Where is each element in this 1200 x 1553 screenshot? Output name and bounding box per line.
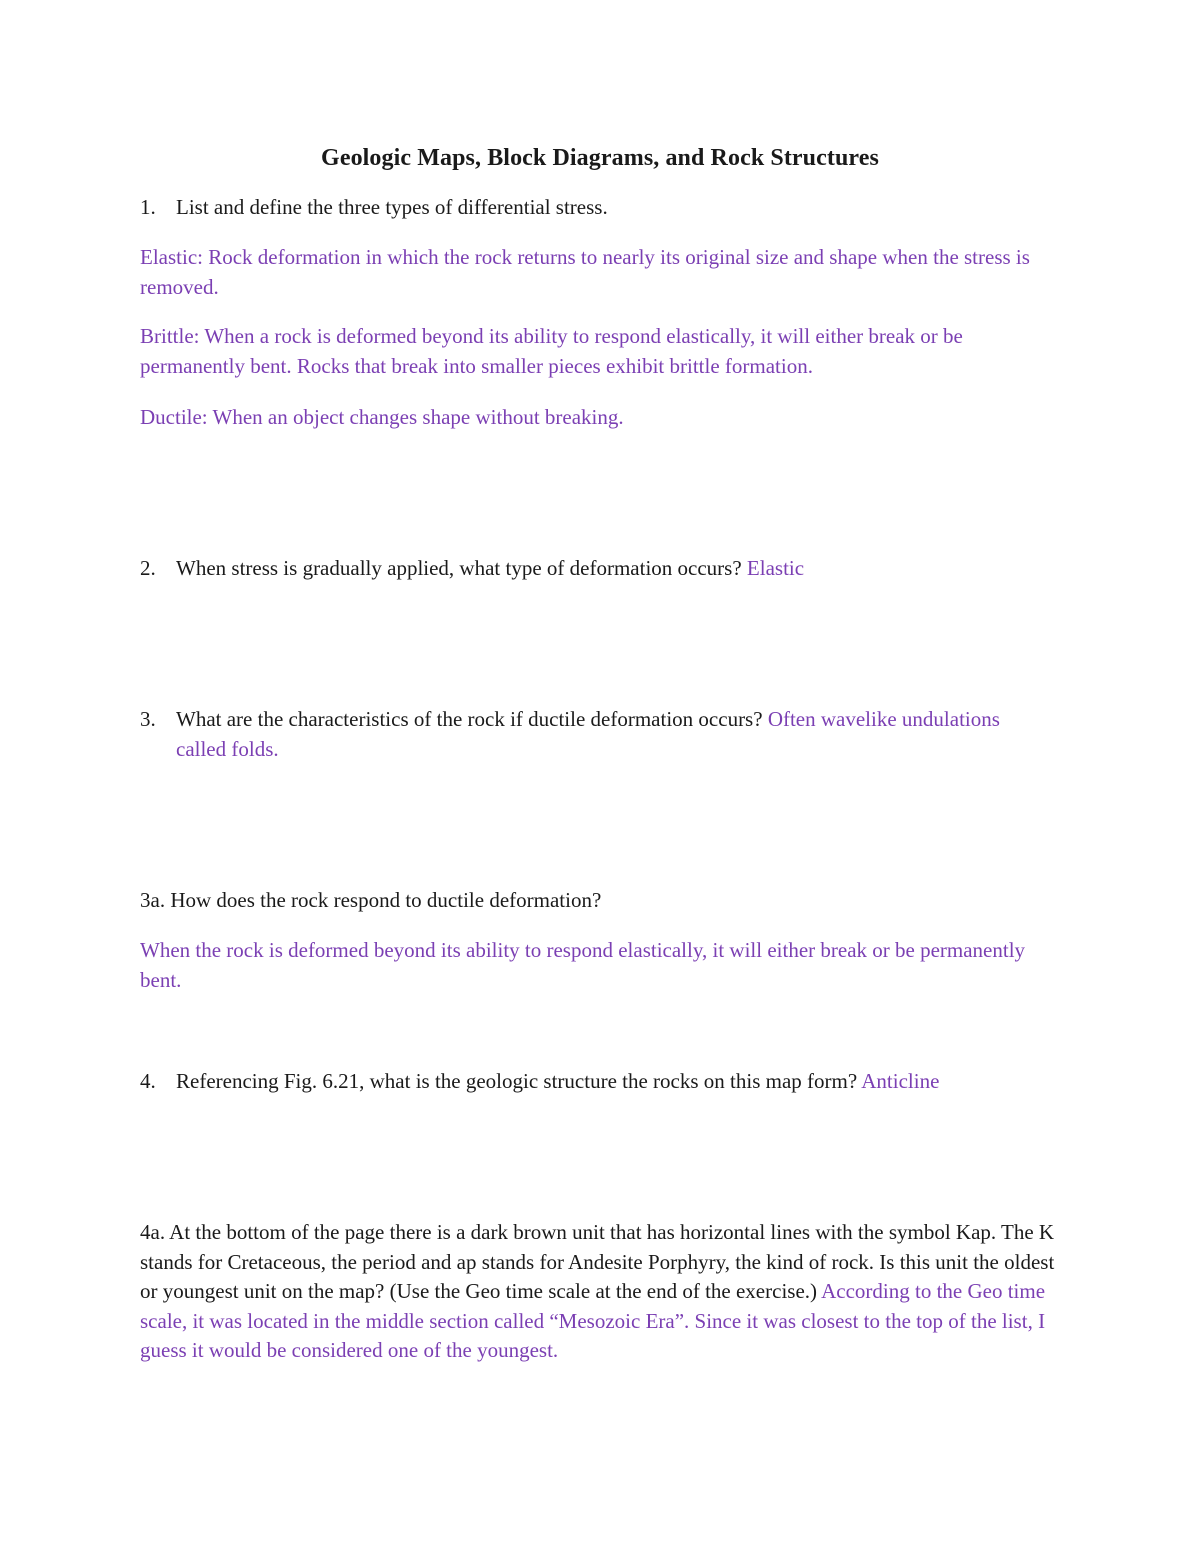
question-1-number: 1. [140,195,156,219]
question-4-body [176,1067,1070,1097]
question-1 [140,193,1070,223]
question-3-body [176,705,1026,764]
question-3 [140,705,1070,764]
answer-3a: When the rock is deformed beyond its ability to respond elastically, it will either break or be permanently bent. [140,938,1026,992]
answer-2: Elastic [746,556,805,580]
answer-4: Anticline [861,1069,940,1093]
question-4-text: Referencing Fig. 6.21, what is the geologic structure the rocks on this map form? [176,1069,862,1093]
answer-3: Often wavelike undulations called folds. [176,707,1000,761]
question-4 [140,1067,1070,1097]
question-3-text: What are the characteristics of the rock if ductile deformation occurs? [176,707,768,731]
page-title: Geologic Maps, Block Diagrams, and Rock Structures [321,145,879,171]
question-1-text: List and define the three types of differential stress. [176,195,608,219]
question-2-text: When stress is gradually applied, what type of deformation occurs? [176,556,747,580]
answer-4a: According to the Geo time scale, it was located in the middle section called “Mesozoic Era”. Since it was closest to the top of the list, I guess it would be considered one of the youngest. [140,1279,1046,1362]
question-4a-text: 4a. At the bottom of the page there is a dark brown unit that has horizontal lines with the symbol Kap. The K stands for Cretaceous, the period and ap stands for Andesite Porphyry, the kind of rock. Is this unit the oldest or youngest unit on the map? (Use the Geo time scale at the end of the exercise.) [140,1220,1055,1303]
question-4a [140,1218,1070,1366]
question-2-body [176,554,1070,584]
question-4-number: 4. [140,1069,156,1093]
question-3-number: 3. [140,707,156,731]
answer-1-brittle: Brittle: When a rock is deformed beyond its ability to respond elastically, it will either break or be permanently bent. Rocks that break into smaller pieces exhibit brittle formation. [140,324,963,378]
answer-1-elastic: Elastic: Rock deformation in which the rock returns to nearly its original size and shape when the stress is removed. [140,245,1030,299]
answer-1-ductile: Ductile: When an object changes shape without breaking. [140,405,624,429]
question-2-number: 2. [140,556,156,580]
question-2 [140,554,1070,584]
question-3a-text: 3a. How does the rock respond to ductile deformation? [140,888,602,912]
